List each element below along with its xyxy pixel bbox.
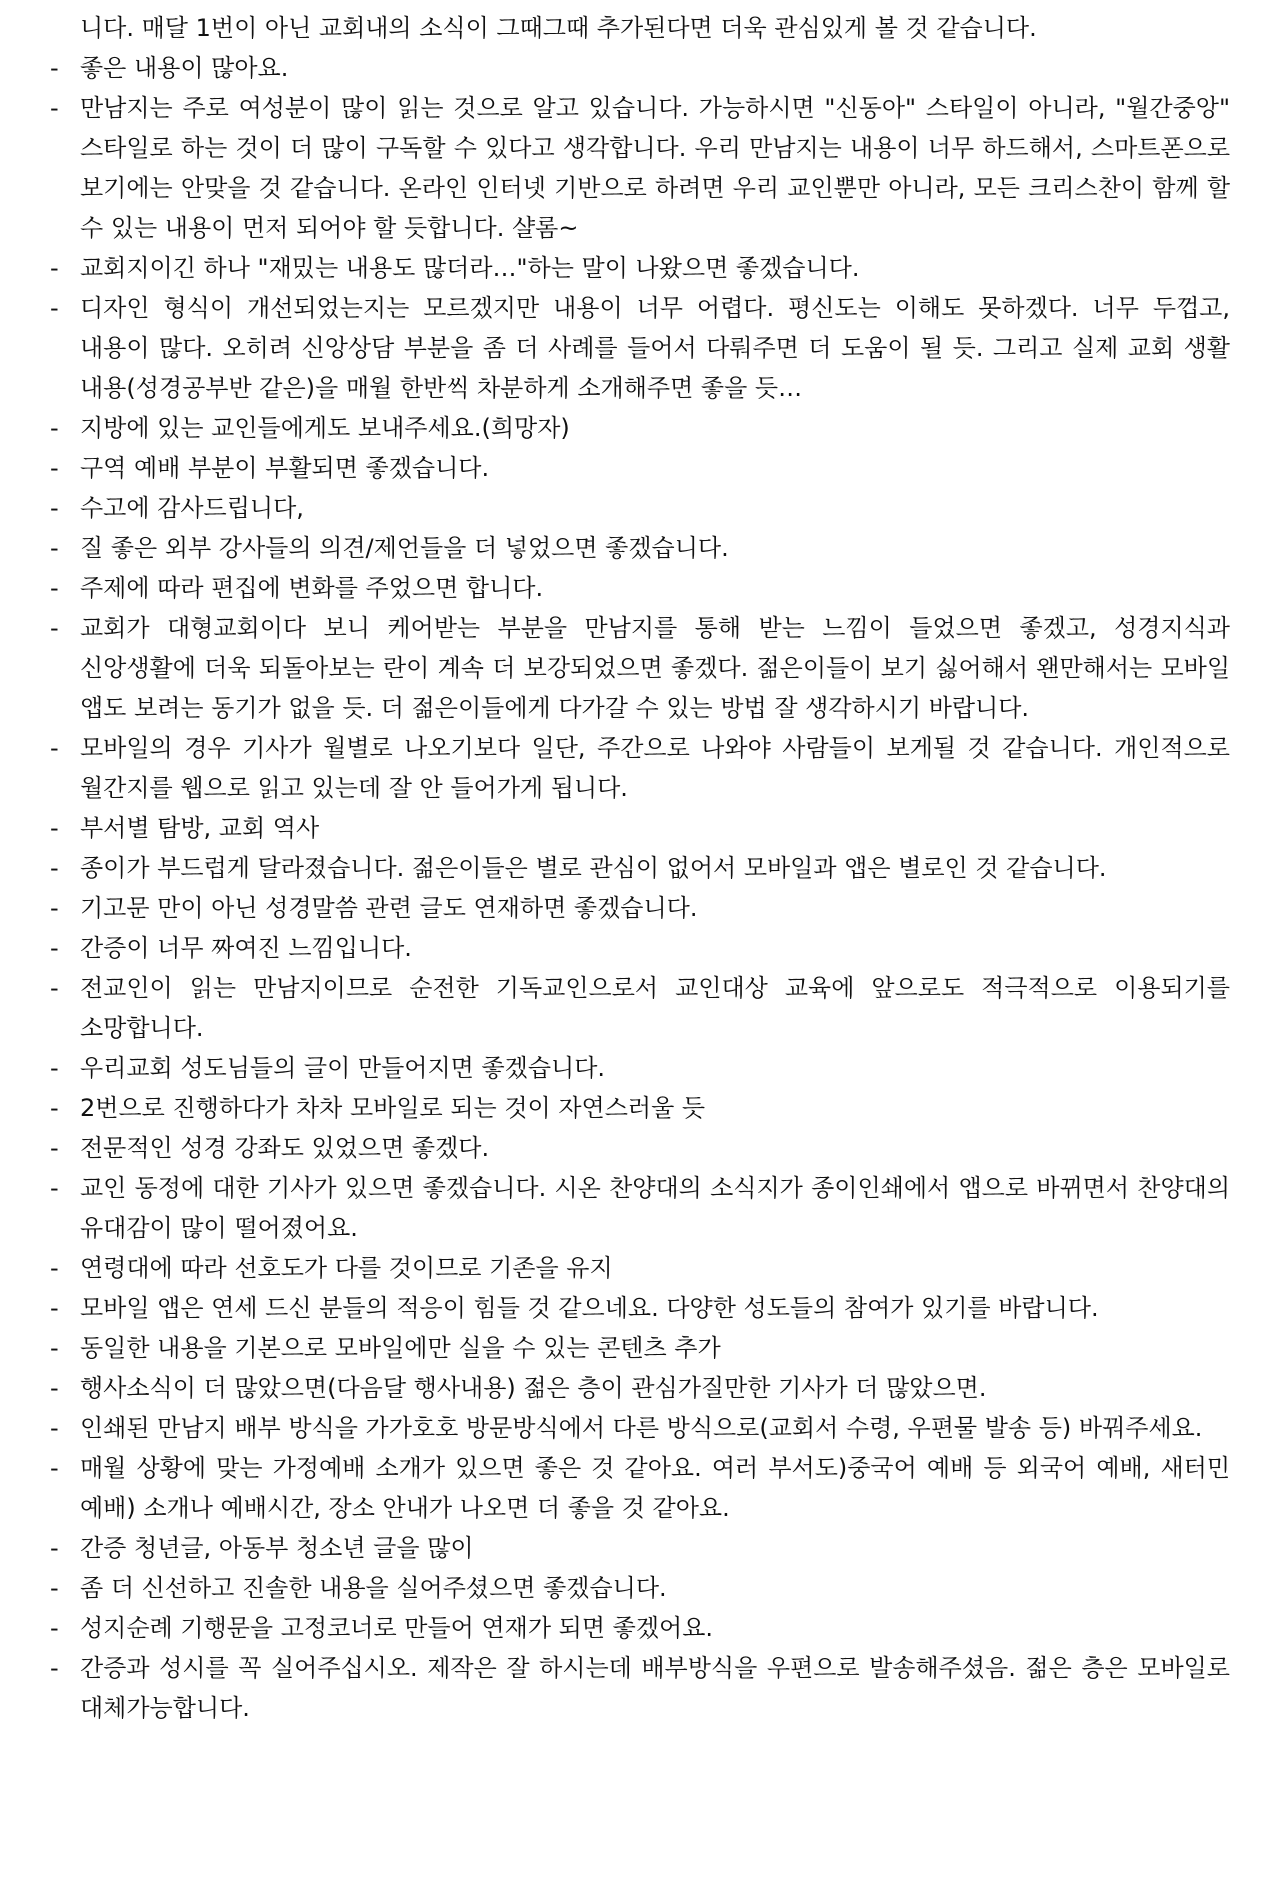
comment-text: 우리교회 성도님들의 글이 만들어지면 좋겠습니다. [80,1054,606,1082]
comment-text: 간증이 너무 짜여진 느낌입니다. [80,934,412,962]
bullet-dash: - [50,1454,59,1482]
comment-text: 행사소식이 더 많았으면(다음달 행사내용) 젊은 층이 관심가질만한 기사가 더 많았으면. [80,1374,987,1402]
comment-text: 기고문 만이 아닌 성경말씀 관련 글도 연재하면 좋겠습니다. [80,894,698,922]
comment-text: 만남지는 주로 여성분이 많이 읽는 것으로 알고 있습니다. 가능하시면 "신동아" 스타일이 아니라, "월간중앙" 스타일로 하는 것이 더 많이 구독할 수 있다고 생각합니다. 우리 만남지는 내용이 너무 하드해서, 스마트폰으로 보기에는 안맞을 것 같습니다. 온라인 인터넷 기반으로 하려면 우리 교인뿐만 아니라, 모든 크리스찬이 함께 할 수 있는 내용이 먼저 되어야 할 듯합니다. 샬롬~ [80,94,1230,242]
bullet-dash: - [50,254,59,282]
comment-text: 지방에 있는 교인들에게도 보내주세요.(희망자) [80,414,570,442]
comment-text: 좀 더 신선하고 진솔한 내용을 실어주셨으면 좋겠습니다. [80,1574,667,1602]
bullet-dash: - [50,1374,59,1402]
comment-text: 연령대에 따라 선호도가 다를 것이므로 기존을 유지 [80,1254,613,1282]
bullet-dash: - [50,1054,59,1082]
comment-text: 인쇄된 만남지 배부 방식을 가가호호 방문방식에서 다른 방식으로(교회서 수령, 우편물 발송 등) 바꿔주세요. [80,1414,1203,1442]
comment-text: 부서별 탐방, 교회 역사 [80,814,320,842]
comment-text: 동일한 내용을 기본으로 모바일에만 실을 수 있는 콘텐츠 추가 [80,1334,721,1362]
bullet-dash: - [50,934,59,962]
bullet-dash: - [50,454,59,482]
comment-item [50,48,1230,88]
bullet-dash: - [50,814,59,842]
comment-item [50,88,1230,248]
comment-item [50,728,1230,808]
bullet-dash: - [50,294,59,322]
comment-item [50,608,1230,728]
comment-text: 주제에 따라 편집에 변화를 주었으면 합니다. [80,574,544,602]
comment-item [50,1128,1230,1168]
comment-item [50,528,1230,568]
bullet-dash: - [50,94,59,122]
bullet-dash: - [50,734,59,762]
comment-text: 수고에 감사드립니다, [80,494,304,522]
comment-item [50,1248,1230,1288]
comment-item [50,1048,1230,1088]
comment-item [50,808,1230,848]
comment-item [50,1528,1230,1568]
bullet-dash: - [50,414,59,442]
bullet-dash: - [50,1334,59,1362]
comment-item [50,1448,1230,1528]
comment-text: 성지순례 기행문을 고정코너로 만들어 연재가 되면 좋겠어요. [80,1614,714,1642]
comment-item [50,288,1230,408]
comment-text: 매월 상황에 맞는 가정예배 소개가 있으면 좋은 것 같아요. 여러 부서도)중국어 예배 등 외국어 예배, 새터민 예배) 소개나 예배시간, 장소 안내가 나오면 더 좋을 것 같아요. [80,1454,1230,1522]
comment-text: 간증과 성시를 꼭 실어주십시오. 제작은 잘 하시는데 배부방식을 우편으로 발송해주셨음. 젊은 층은 모바일로 대체가능합니다. [80,1654,1230,1722]
comment-list [50,48,1230,1728]
comment-item [50,928,1230,968]
comment-text: 2번으로 진행하다가 차차 모바일로 되는 것이 자연스러울 듯 [80,1094,706,1122]
comment-item [50,1088,1230,1128]
bullet-dash: - [50,54,59,82]
bullet-dash: - [50,614,59,642]
comment-item [50,568,1230,608]
bullet-dash: - [50,1614,59,1642]
continued-paragraph: 니다. 매달 1번이 아닌 교회내의 소식이 그때그때 추가된다면 더욱 관심있게 볼 것 같습니다. [80,14,1037,42]
bullet-dash: - [50,1094,59,1122]
bullet-dash: - [50,1414,59,1442]
bullet-dash: - [50,1174,59,1202]
bullet-dash: - [50,1534,59,1562]
comment-item [50,1568,1230,1608]
comment-text: 교인 동정에 대한 기사가 있으면 좋겠습니다. 시온 찬양대의 소식지가 종이인쇄에서 앱으로 바뀌면서 찬양대의 유대감이 많이 떨어졌어요. [80,1174,1230,1242]
comment-item [50,1408,1230,1448]
bullet-dash: - [50,574,59,602]
comment-text: 구역 예배 부분이 부활되면 좋겠습니다. [80,454,490,482]
comment-text: 교회지이긴 하나 "재밌는 내용도 많더라…"하는 말이 나왔으면 좋겠습니다. [80,254,860,282]
bullet-dash: - [50,1134,59,1162]
comment-text: 간증 청년글, 아동부 청소년 글을 많이 [80,1534,474,1562]
comment-text: 질 좋은 외부 강사들의 의견/제언들을 더 넣었으면 좋겠습니다. [80,534,729,562]
bullet-dash: - [50,1574,59,1602]
bullet-dash: - [50,854,59,882]
comment-item [50,408,1230,448]
comment-item [50,1288,1230,1328]
comment-item [50,1328,1230,1368]
bullet-dash: - [50,894,59,922]
comment-item [50,488,1230,528]
comment-item [50,1608,1230,1648]
comment-text: 좋은 내용이 많아요. [80,54,289,82]
bullet-dash: - [50,1254,59,1282]
bullet-dash: - [50,494,59,522]
comment-item [50,848,1230,888]
comment-item [50,1368,1230,1408]
comment-text: 전문적인 성경 강좌도 있었으면 좋겠다. [80,1134,490,1162]
comment-text: 모바일 앱은 연세 드신 분들의 적응이 힘들 것 같으네요. 다양한 성도들의 참여가 있기를 바랍니다. [80,1294,1099,1322]
comment-item [50,1648,1230,1728]
comment-item [50,448,1230,488]
comment-text: 종이가 부드럽게 달라졌습니다. 젊은이들은 별로 관심이 없어서 모바일과 앱은 별로인 것 같습니다. [80,854,1107,882]
comment-item [50,968,1230,1048]
bullet-dash: - [50,1294,59,1322]
bullet-dash: - [50,974,59,1002]
bullet-dash: - [50,534,59,562]
comment-item [50,888,1230,928]
comment-text: 모바일의 경우 기사가 월별로 나오기보다 일단, 주간으로 나와야 사람들이 보게될 것 같습니다. 개인적으로 월간지를 웹으로 읽고 있는데 잘 안 들어가게 됩니다. [80,734,1230,802]
comment-text: 교회가 대형교회이다 보니 케어받는 부분을 만남지를 통해 받는 느낌이 들었으면 좋겠고, 성경지식과 신앙생활에 더욱 되돌아보는 란이 계속 더 보강되었으면 좋겠다. 젊은이들이 보기 싫어해서 왠만해서는 모바일 앱도 보려는 동기가 없을 듯. 더 젊은이들에게 다가갈 수 있는 방법 잘 생각하시기 바랍니다. [80,614,1230,722]
comment-item [50,248,1230,288]
comment-text: 디자인 형식이 개선되었는지는 모르겠지만 내용이 너무 어렵다. 평신도는 이해도 못하겠다. 너무 두껍고, 내용이 많다. 오히려 신앙상담 부분을 좀 더 사례를 들어서 다뤄주면 더 도움이 될 듯. 그리고 실제 교회 생활 내용(성경공부반 같은)을 매월 한반씩 차분하게 소개해주면 좋을 듯… [80,294,1230,402]
bullet-dash: - [50,1654,59,1682]
comment-item [50,1168,1230,1248]
comment-text: 전교인이 읽는 만남지이므로 순전한 기독교인으로서 교인대상 교육에 앞으로도 적극적으로 이용되기를 소망합니다. [80,974,1230,1042]
